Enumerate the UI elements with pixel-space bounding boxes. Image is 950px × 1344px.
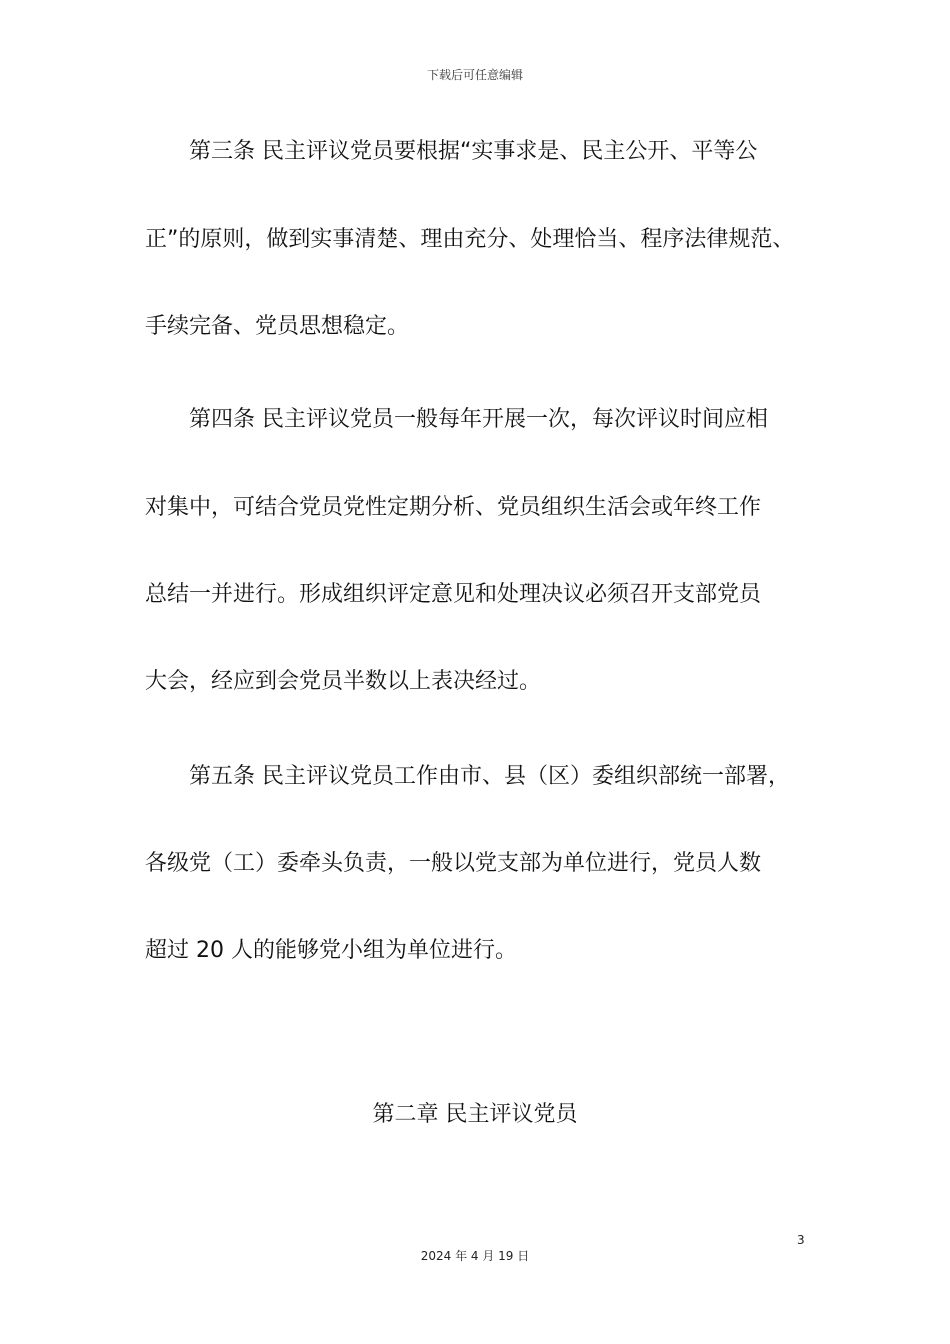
article-3-line-1: 第三条 民主评议党员要根据“实事求是、民主公开、平等公 xyxy=(189,139,758,164)
article-5-line-1: 第五条 民主评议党员工作由市、县（区）委组织部统一部署， xyxy=(189,764,790,789)
article-4-line-2: 对集中，可结合党员党性定期分析、党员组织生活会或年终工作 xyxy=(145,495,762,520)
page-header: 下载后可任意编辑 xyxy=(426,68,523,82)
page-number: 3 xyxy=(797,1233,805,1247)
footer-date: 2024 年 4 月 19 日 xyxy=(420,1249,530,1263)
article-4-line-3: 总结一并进行。形成组织评定意见和处理决议必须召开支部党员 xyxy=(145,582,762,607)
article-3-line-3: 手续完备、党员思想稳定。 xyxy=(145,314,410,339)
article-5-line-2: 各级党（工）委牵头负责，一般以党支部为单位进行，党员人数 xyxy=(145,851,762,876)
article-5-line-3: 超过 20 人的能够党小组为单位进行。 xyxy=(145,938,517,963)
article-4-line-1: 第四条 民主评议党员一般每年开展一次，每次评议时间应相 xyxy=(189,407,768,432)
article-3-line-2: 正”的原则，做到实事清楚、理由充分、处理恰当、程序法律规范、 xyxy=(145,227,795,252)
article-4-line-4: 大会，经应到会党员半数以上表决经过。 xyxy=(145,669,542,694)
chapter-title: 第二章 民主评议党员 xyxy=(372,1102,578,1127)
